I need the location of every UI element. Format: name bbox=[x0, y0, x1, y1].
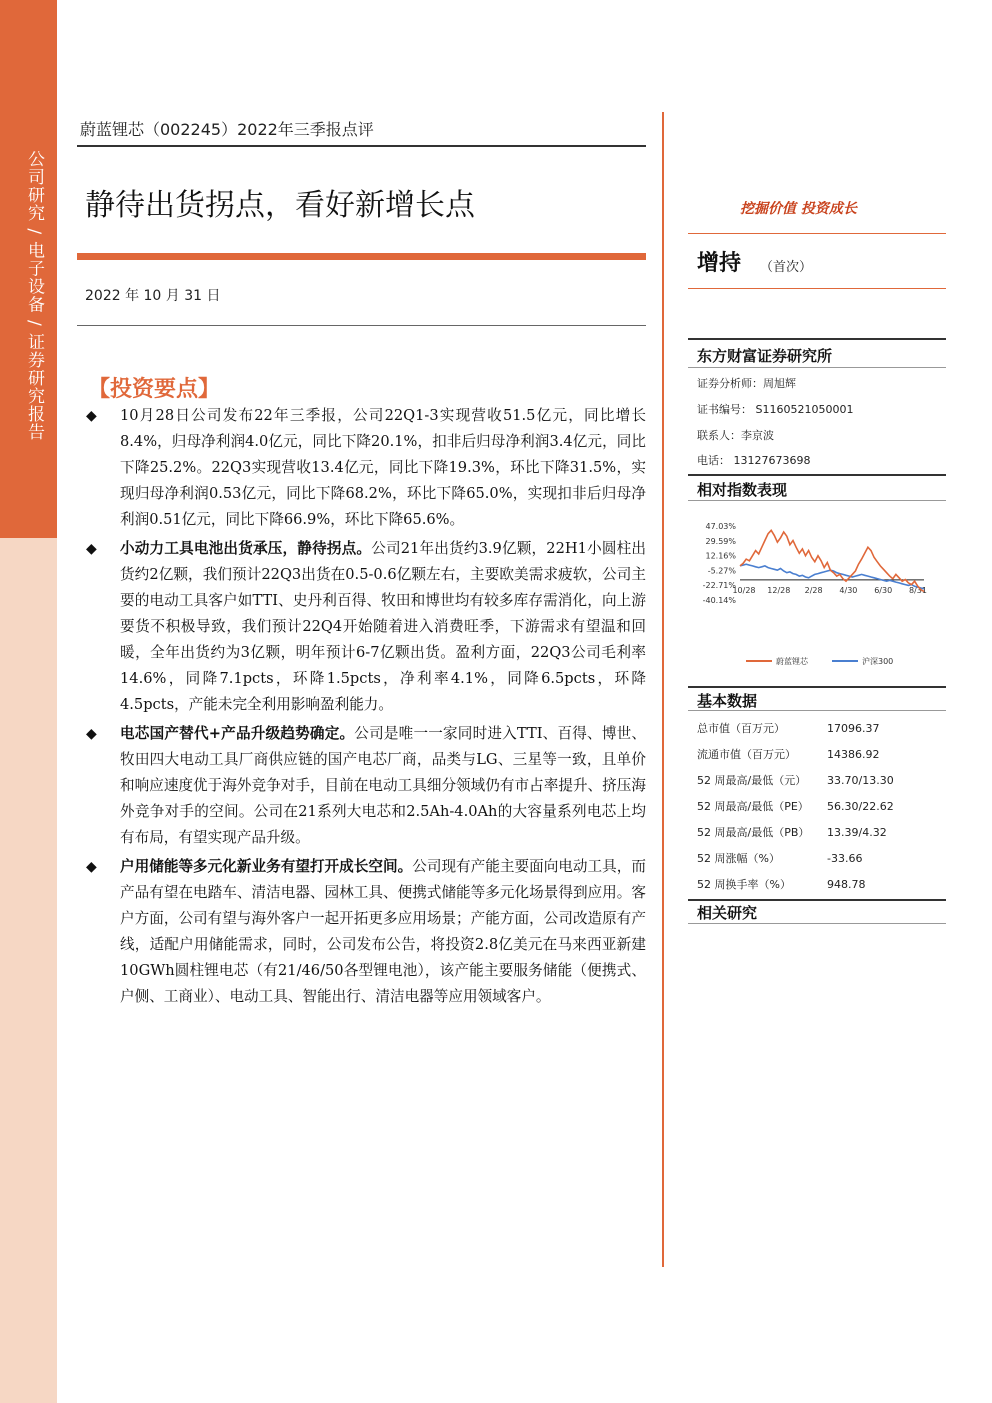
bullet-item bbox=[86, 403, 646, 533]
slogan: 挖掘价值 投资成长 bbox=[740, 201, 857, 217]
data-row bbox=[697, 767, 937, 793]
bullet-lead: 户用储能等多元化新业务有望打开成长空间。 bbox=[120, 858, 413, 875]
report-title: 静待出货拐点，看好新增长点 bbox=[85, 188, 475, 223]
x-tick-label: 2/28 bbox=[804, 585, 823, 595]
data-label: 总市值（百万元） bbox=[697, 722, 785, 735]
section-title: 【投资要点】 bbox=[88, 377, 221, 402]
data-row bbox=[697, 871, 937, 897]
data-row bbox=[697, 845, 937, 871]
bullet-text bbox=[120, 721, 646, 851]
chart-heading-rule bbox=[688, 500, 946, 501]
diamond-bullet-icon: ◆ bbox=[86, 541, 97, 557]
certificate-number: 证书编号： S1160521050001 bbox=[697, 403, 854, 416]
contact: 联系人：李京波 bbox=[697, 429, 774, 442]
basic-top-rule bbox=[688, 686, 946, 688]
report-date: 2022 年 10 月 31 日 bbox=[85, 288, 221, 304]
bullet-body: 公司是唯一一家同时进入TTI、百得、博世、牧田四大电动工具厂商供应链的国产电芯厂商，品类与LG、三星等一致，且单价和响应速度优于海外竞争对手，目前在电动工具细分领域仍有市占率提升、挤压海外竞争对手的空间。公司在21系列大电芯和2.5Ah-4.0Ah的大容量系列电芯上均有布局，有望实现产品升级。 bbox=[120, 725, 646, 846]
data-value: 948.78 bbox=[827, 877, 866, 891]
x-tick-label: 12/28 bbox=[767, 585, 791, 595]
diamond-bullet-icon: ◆ bbox=[86, 726, 97, 742]
legend-label: 蔚蓝锂芯 bbox=[776, 657, 808, 666]
data-row bbox=[697, 715, 937, 741]
institute-rule bbox=[688, 367, 946, 368]
data-row bbox=[697, 741, 937, 767]
y-tick-label: -5.27% bbox=[707, 566, 736, 576]
bullet-lead: 电芯国产替代+产品升级趋势确定。 bbox=[120, 725, 355, 742]
rating-bottom-rule bbox=[688, 288, 946, 289]
rating-note: （首次） bbox=[760, 260, 813, 275]
legend-label: 沪深300 bbox=[862, 657, 894, 666]
y-tick-label: -40.14% bbox=[702, 596, 736, 605]
x-tick-label: 6/30 bbox=[874, 585, 893, 595]
basic-data-heading: 基本数据 bbox=[697, 692, 758, 710]
bullet-body: 10月28日公司发布22年三季报，公司22Q1-3实现营收51.5亿元，同比增长8.4%，归母净利润4.0亿元，同比下降20.1%，扣非后归母净利润3.4亿元，同比下降25.2%。22Q3实现营收13.4亿元，同比下降19.3%，环比下降31.5%，实现归母净利润0.53亿元，同比下降68.2%，环比下降65.0%，实现扣非后归母净利润0.51亿元，同比下降66.9%，环比下降65.6%。 bbox=[120, 407, 646, 528]
bullet-body: 公司21年出货约3.9亿颗，22H1小圆柱出货约2亿颗，我们预计22Q3出货在0.5-0.6亿颗左右，主要欧美需求疲软，公司主要的电动工具客户如TTI、史丹利百得、牧田和博世均有较多库存需消化，向上游要货不积极导致，我们预计22Q4开始随着进入消费旺季，下游需求有望温和回暖，全年出货约为3亿颗，明年预计6-7亿颗出货。盈利方面，22Q3公司毛利率14.6%，同降7.1pcts，环降1.5pcts，净利率4.1%，同降6.5pcts，环降4.5pcts，产能未完全利用影响盈利能力。 bbox=[120, 540, 646, 713]
related-research-rule bbox=[688, 923, 946, 924]
data-value: 33.70/13.30 bbox=[827, 773, 894, 787]
data-value: -33.66 bbox=[827, 851, 863, 865]
data-value: 13.39/4.32 bbox=[827, 825, 887, 839]
related-research-heading: 相关研究 bbox=[697, 904, 758, 922]
bullet-text bbox=[120, 536, 646, 718]
x-tick-label: 10/28 bbox=[732, 585, 756, 595]
relative-performance-chart bbox=[688, 512, 946, 672]
chart-heading: 相对指数表现 bbox=[697, 481, 788, 499]
bullet-item bbox=[86, 854, 646, 1010]
rating: 增持 bbox=[697, 251, 742, 276]
basic-data-rule bbox=[688, 710, 946, 711]
investment-points bbox=[86, 403, 646, 1010]
bullet-text bbox=[120, 403, 646, 533]
rating-top-rule bbox=[688, 233, 946, 234]
side-category-label: 公司研究 / 电子设备 / 证券研究报告 bbox=[24, 150, 44, 442]
bullet-item bbox=[86, 721, 646, 851]
data-label: 52 周涨幅（%） bbox=[697, 852, 780, 865]
analyst: 证券分析师：周旭辉 bbox=[697, 377, 796, 390]
data-label: 52 周最高/最低（元） bbox=[697, 774, 807, 787]
data-value: 17096.37 bbox=[827, 721, 880, 735]
institute-top-rule bbox=[688, 338, 946, 340]
data-label: 52 周换手率（%） bbox=[697, 878, 791, 891]
y-tick-label: 47.03% bbox=[705, 522, 736, 531]
report-subtitle: 蔚蓝锂芯（002245）2022年三季报点评 bbox=[80, 120, 374, 139]
chart-top-rule bbox=[688, 474, 946, 476]
y-tick-label: 29.59% bbox=[705, 536, 736, 546]
y-tick-label: -22.71% bbox=[702, 581, 736, 591]
diamond-bullet-icon: ◆ bbox=[86, 408, 97, 424]
data-label: 52 周最高/最低（PE） bbox=[697, 800, 809, 813]
data-label: 流通市值（百万元） bbox=[697, 748, 796, 761]
data-value: 56.30/22.62 bbox=[827, 799, 894, 813]
y-tick-label: 12.16% bbox=[705, 551, 736, 561]
data-row bbox=[697, 793, 937, 819]
institute-name: 东方财富证券研究所 bbox=[697, 347, 833, 365]
bullet-item bbox=[86, 536, 646, 718]
bullet-lead: 小动力工具电池出货承压，静待拐点。 bbox=[120, 540, 372, 557]
column-divider bbox=[662, 112, 664, 1267]
date-divider bbox=[77, 325, 646, 326]
bullet-body: 公司现有产能主要面向电动工具，而产品有望在电踏车、清洁电器、园林工具、便携式储能等多元化场景得到应用。客户方面，公司有望与海外客户一起开拓更多应用场景；产能方面，公司改造原有产线，适配户用储能需求，同时，公司发布公告，将投资2.8亿美元在马来西亚新建10GWh圆柱锂电芯（有21/46/50各型锂电池），该产能主要服务储能（便携式、户侧、工商业）、电动工具、智能出行、清洁电器等应用领域客户。 bbox=[120, 858, 646, 1005]
diamond-bullet-icon: ◆ bbox=[86, 859, 97, 875]
bullet-text bbox=[120, 854, 646, 1010]
header-divider bbox=[77, 145, 646, 147]
data-label: 52 周最高/最低（PB） bbox=[697, 826, 810, 839]
related-top-rule bbox=[688, 899, 946, 901]
data-row bbox=[697, 819, 937, 845]
basic-data-table bbox=[697, 715, 937, 897]
x-tick-label: 4/30 bbox=[839, 585, 858, 595]
title-accent-bar bbox=[77, 253, 646, 260]
x-tick-label: 8/31 bbox=[909, 585, 927, 595]
data-value: 14386.92 bbox=[827, 747, 880, 761]
phone: 电话： 13127673698 bbox=[697, 454, 811, 467]
